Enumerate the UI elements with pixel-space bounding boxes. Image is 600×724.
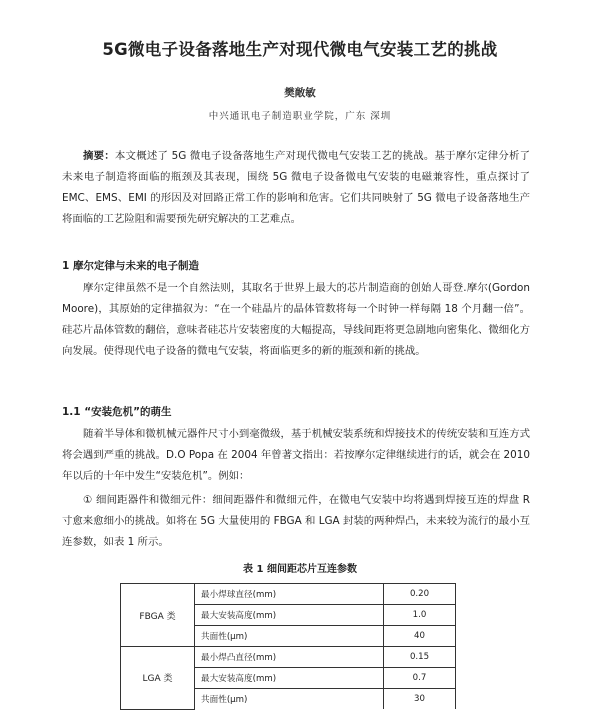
- author-affiliation: 中兴通讯电子制造职业学院，广东 深圳: [208, 111, 392, 122]
- param-cell: 最小焊凸直径(mm): [195, 647, 384, 668]
- section-1-text: 摩尔定律虽然不是一个自然法则，其取名于世界上最大的芯片制造商的创始人哥登.摩尔(Gordon Moore)，其原始的定律描叙为：“在一个硅晶片的晶体管数将每一个时钟一样每隔 18 个月翻一倍”。硅芯片晶体管数的翻倍，意味者硅芯片安装密度的大幅提高，导线间距将更急剧地向密集化、微细化方向发展。使得现代电子设备的微电气安装，将面临更多的新的瓶颈和新的挑战。: [62, 282, 530, 357]
- section-1-1-item: ① 细间距器件和微细元件：细间距器件和微细元件，在微电气安装中均将遇到焊接互连的焊盘 R 寸愈来愈细小的挑战。如将在 5G 大量使用的 FBGA 和 LGA 封装的两种焊凸，未来较为流行的最小互连参数，如表 1 所示。: [62, 494, 530, 548]
- paper-title: 5G微电子设备落地生产对现代微电气安装工艺的挑战: [102, 40, 498, 59]
- param-cell: 共面性(μm): [195, 689, 384, 710]
- section-1-1-text: 随着半导体和微机械元器件尺寸小到毫微级，基于机械安装系统和焊接技术的传统安装和互连方式将会遇到严重的挑战。D.O Popa 在 2004 年曾著文指出：若按摩尔定律继续进行的话，就会在 2010 年以后的十年中发生“安装危机”。例如：: [62, 428, 530, 482]
- param-cell: 最大安装高度(mm): [195, 605, 384, 626]
- group-cell: FBGA 类: [121, 584, 195, 647]
- value-cell: 40: [384, 626, 456, 647]
- param-cell: 最小焊球直径(mm): [195, 584, 384, 605]
- author-name: 樊敞敏: [284, 87, 316, 99]
- table-row: [121, 584, 456, 605]
- section-1-heading: 1 摩尔定律与未来的电子制造: [62, 260, 199, 272]
- value-cell: 0.20: [384, 584, 456, 605]
- value-cell: 1.0: [384, 605, 456, 626]
- abstract-text: 本文概述了 5G 微电子设备落地生产对现代微电气安装工艺的挑战。基于摩尔定律分析了未来电子制造将面临的瓶颈及其表现，围绕 5G 微电子设备微电气安装的电磁兼容性，重点探讨了 EMC、EMS、EMI 的形因及对回路正常工作的影响和危害。它们共同映射了 5G 微电子设备落地生产将面临的工艺险阻和需要预先研究解决的工艺难点。: [62, 150, 531, 225]
- interconnect-parameter-table: [120, 583, 456, 710]
- value-cell: 30: [384, 689, 456, 710]
- abstract: [62, 146, 530, 230]
- group-cell: LGA 类: [121, 647, 195, 710]
- table-caption: 表 1 细间距芯片互连参数: [243, 564, 357, 575]
- abstract-label: 摘要：: [83, 150, 115, 162]
- table-row: [121, 647, 456, 668]
- value-cell: 0.15: [384, 647, 456, 668]
- section-1-1-heading: 1.1 “安装危机”的萌生: [62, 406, 172, 418]
- param-cell: 最大安装高度(mm): [195, 668, 384, 689]
- param-cell: 共面性(μm): [195, 626, 384, 647]
- value-cell: 0.7: [384, 668, 456, 689]
